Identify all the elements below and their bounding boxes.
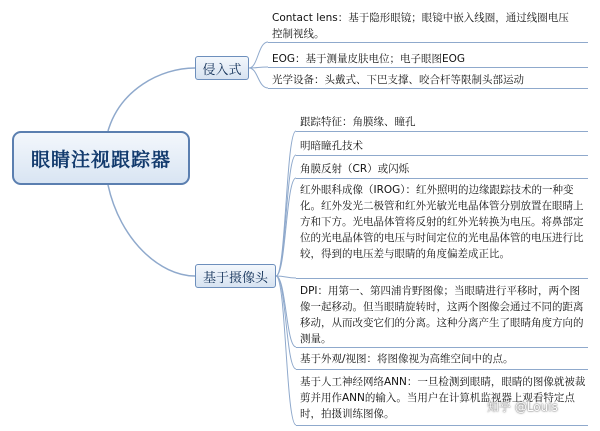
root-title: 眼睛注视跟踪器: [30, 148, 171, 171]
leaf-camera-bright-dark-pupil: 明暗瞳孔技术: [300, 140, 363, 152]
root-node: [12, 131, 190, 185]
leaf-underline: [296, 131, 588, 132]
leaf-underline: [296, 425, 588, 426]
branch-invasive: [195, 56, 249, 80]
connector-invasive-leaf-2: [249, 68, 268, 88]
leaf-invasive-eog: EOG：基于测量皮肤电位；电子眼图EOG: [272, 53, 466, 65]
leaf-underline: [296, 155, 588, 156]
connector-invasive-leaf-0: [249, 42, 268, 68]
connector-camera-leaf-4: [276, 276, 296, 347]
leaf-camera-appearance: 基于外观/视图：将图像视为高维空间中的点。: [300, 353, 514, 365]
connector-camera-leaf-2: [276, 178, 296, 276]
branch-camera: [195, 264, 276, 288]
connector-camera-leaf-0: [276, 131, 296, 276]
leaf-camera-features: 跟踪特征：角膜缘、瞳孔: [300, 116, 416, 128]
connector-root-invasive: [108, 68, 195, 131]
leaf-underline: [268, 42, 588, 43]
leaf-invasive-optical: 光学设备：头戴式、下巴支撑、咬合杆等限制头部运动: [272, 74, 524, 86]
leaf-camera-dpi: DPI：用第一、第四浦肯野图像；当眼睛进行平移时，两个图像一起移动。但当眼睛旋转时，这两个图像会通过不同的距离移动，从而改变它们的分离。这种分离产生了眼睛角度方向的测量。: [300, 285, 584, 345]
leaf-camera-ann: 基于人工神经网络ANN：一旦检测到眼睛，眼睛的图像就被裁剪并用作ANN的输入。当用户在计算机监视器上观看特定点时，拍摄训练图像。: [300, 376, 586, 420]
watermark: 知乎 @Louis: [487, 400, 558, 414]
leaf-underline: [296, 278, 588, 279]
leaf-underline: [268, 67, 588, 68]
leaf-underline: [296, 347, 588, 348]
leaf-invasive-contact-lens: Contact lens：基于隐形眼镜；眼镜中嵌入线圈，通过线圈电压控制视线。: [272, 12, 569, 40]
leaf-underline: [296, 178, 588, 179]
branch-camera-label: 基于摄像头: [202, 270, 268, 286]
connector-root-camera: [108, 185, 195, 276]
connector-camera-leaf-1: [276, 155, 296, 276]
leaf-underline: [268, 88, 588, 89]
branch-invasive-label: 侵入式: [202, 62, 242, 78]
connector-camera-leaf-6: [276, 276, 296, 425]
leaf-underline: [296, 369, 588, 370]
leaf-camera-corneal-reflection: 角膜反射（CR）或闪烁: [300, 163, 410, 175]
leaf-camera-irog: 红外眼科成像（IROG）：红外照明的边缘跟踪技术的一种变化。红外发光二极管和红外光敏光电晶体管分别放置在眼睛上方和下方。光电晶体管将反射的红外光转换为电压。将鼻部定位的光电晶体管的电压与时间定位的光电晶体管的电压进行比较，得到的电压差与眼睛的角度偏差成正比。: [300, 184, 584, 260]
